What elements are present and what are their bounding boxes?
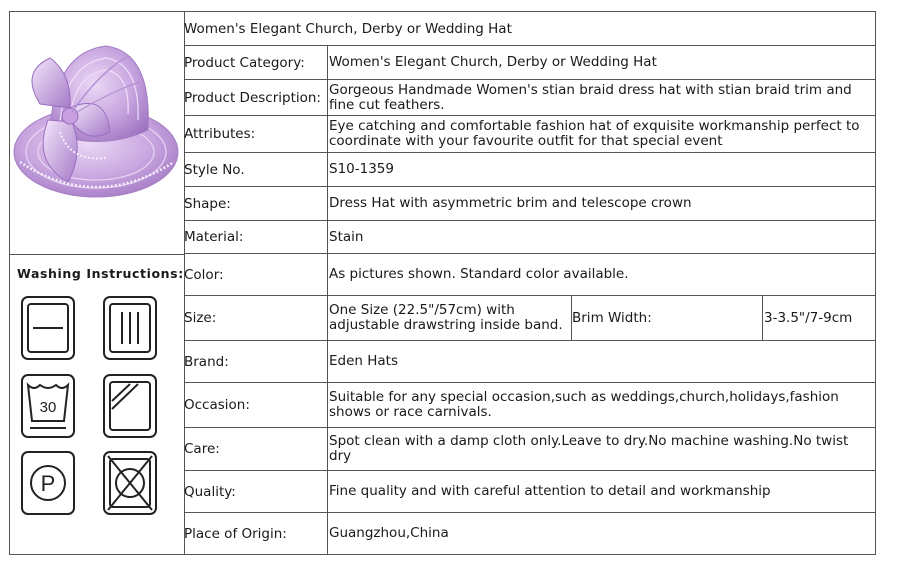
brand-value: Eden Hats xyxy=(329,353,399,369)
product-title: Women's Elegant Church, Derby or Wedding Hat xyxy=(184,20,512,37)
attributes-value: Eye catching and comfortable fashion hat of exquisite workmanship perfect to coordinate with your favourite outfit for that special event xyxy=(329,118,860,149)
washing-instructions-heading: Washing Instructions: xyxy=(17,266,184,281)
brim-width-label: Brim Width: xyxy=(572,296,763,340)
color-row xyxy=(184,254,875,296)
occasion-row xyxy=(184,383,875,428)
style-label: Style No. xyxy=(184,153,328,186)
size-value: One Size (22.5"/57cm) with adjustable drawstring inside band. xyxy=(329,296,572,340)
style-value: S10-1359 xyxy=(329,161,394,177)
material-row xyxy=(184,221,875,254)
shape-value: Dress Hat with asymmetric brim and telescope crown xyxy=(329,195,692,211)
quality-label: Quality: xyxy=(184,471,328,512)
product-image-cell xyxy=(10,12,184,255)
left-column xyxy=(10,12,185,554)
product-spec-sheet xyxy=(9,11,876,555)
do-not-tumble-dry-icon xyxy=(102,450,158,516)
size-row xyxy=(184,296,875,341)
wash-temp-text: 30 xyxy=(39,399,57,416)
dry-clean-letter: P xyxy=(40,471,56,496)
color-label: Color: xyxy=(184,254,328,295)
origin-value: Guangzhou,China xyxy=(329,525,449,541)
hat-image xyxy=(10,12,182,252)
category-value: Women's Elegant Church, Derby or Wedding Hat xyxy=(329,54,657,70)
material-value: Stain xyxy=(329,228,364,245)
material-label: Material: xyxy=(184,221,328,253)
care-row xyxy=(184,428,875,471)
attributes-label: Attributes: xyxy=(184,116,328,152)
tumble-dry-flat-icon xyxy=(20,295,76,361)
style-row xyxy=(184,153,875,187)
description-label: Product Description: xyxy=(184,80,328,115)
shape-row xyxy=(184,187,875,221)
category-row xyxy=(184,46,875,80)
origin-row xyxy=(184,513,875,554)
brim-width-value: 3-3.5"/7-9cm xyxy=(764,310,853,326)
occasion-label: Occasion: xyxy=(184,383,328,427)
brand-label: Brand: xyxy=(184,341,328,382)
description-value: Gorgeous Handmade Women's stian braid dress hat with stian braid trim and fine cut feathers. xyxy=(329,81,852,113)
origin-label: Place of Origin: xyxy=(184,513,328,554)
attributes-row xyxy=(184,116,875,153)
category-label: Product Category: xyxy=(184,46,328,79)
brand-row xyxy=(184,341,875,383)
description-row xyxy=(184,80,875,116)
line-dry-icon xyxy=(102,295,158,361)
care-value: Spot clean with a damp cloth only.Leave to dry.No machine washing.No twist dry xyxy=(329,433,849,464)
quality-value: Fine quality and with careful attention to detail and workmanship xyxy=(329,483,771,499)
dry-clean-p-icon xyxy=(20,450,76,516)
dry-in-shade-icon xyxy=(102,373,158,439)
quality-row xyxy=(184,471,875,513)
wash-30-icon xyxy=(20,373,76,439)
title-row xyxy=(184,12,875,46)
shape-label: Shape: xyxy=(184,187,328,220)
size-label: Size: xyxy=(184,296,328,340)
color-value: As pictures shown. Standard color available. xyxy=(329,266,629,282)
spec-table xyxy=(184,12,875,554)
occasion-value: Suitable for any special occasion,such as weddings,church,holidays,fashion shows or race carnivals. xyxy=(329,389,839,420)
care-label: Care: xyxy=(184,428,328,470)
